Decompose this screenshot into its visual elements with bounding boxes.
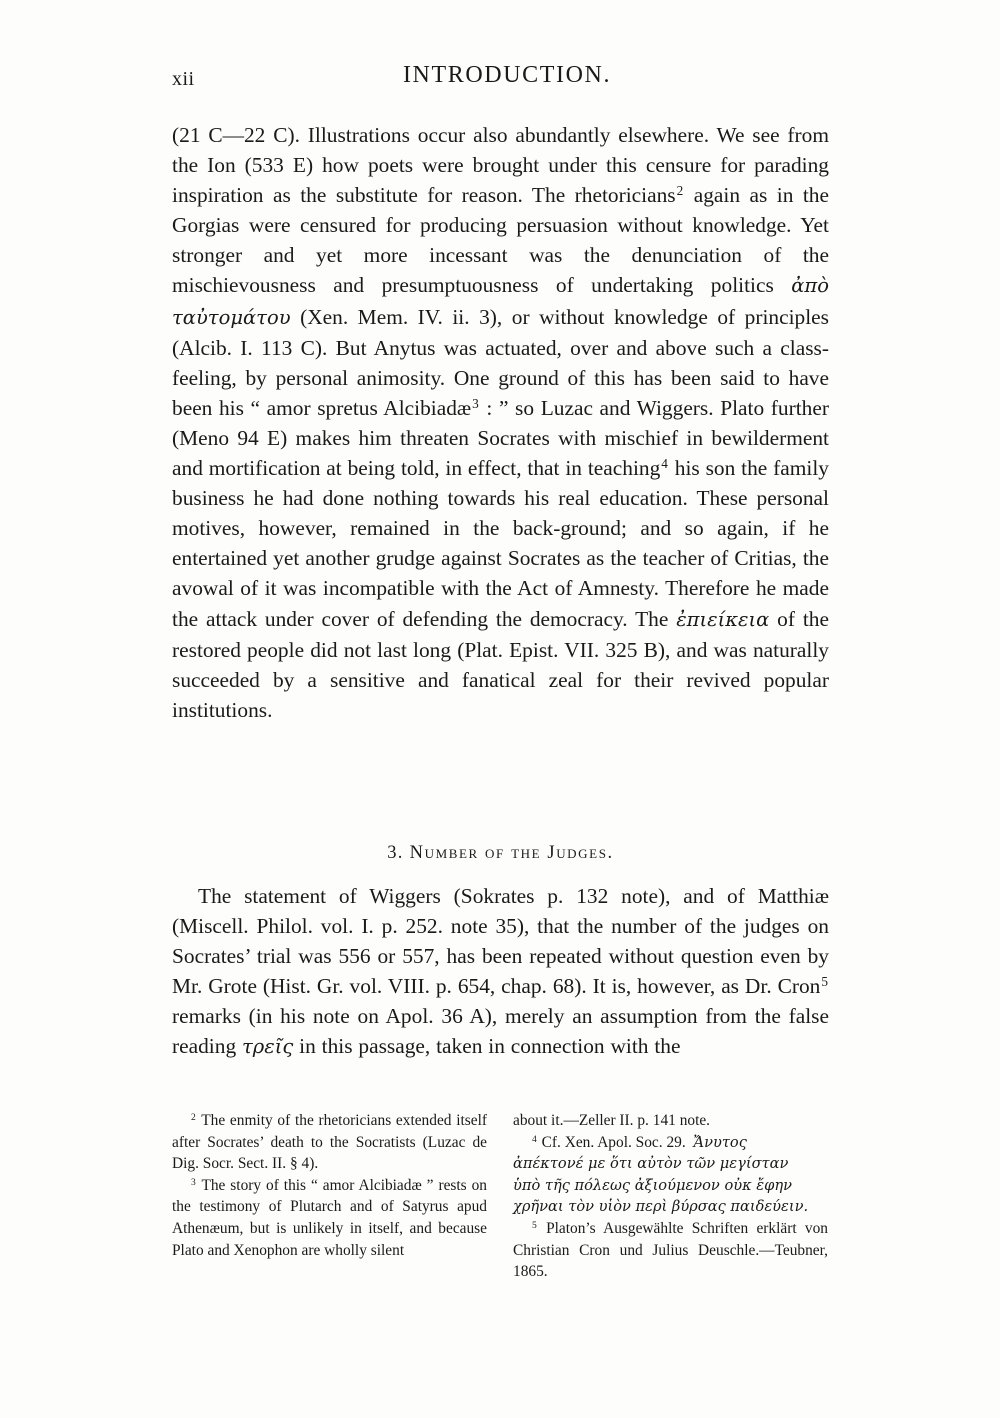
paragraph xyxy=(172,120,829,725)
body-paragraph-second xyxy=(172,881,829,1063)
greek-text: χρῆναι τὸν υἱὸν περὶ βύρσας παιδεύειν. xyxy=(513,1198,809,1216)
footnote-ref-2[interactable]: 2 xyxy=(676,183,684,199)
footnote-marker: 5 xyxy=(532,1220,537,1232)
footnote-text: The enmity of the rhetoricians extended itself after Socrates’ death to the Socratists (Luzac de Dig. Socr. Sect. II. § 4). xyxy=(172,1112,488,1173)
footnote-area xyxy=(172,1110,829,1283)
greek-phrase-treis: τρεῖς xyxy=(242,1035,294,1059)
paragraph-text-b: again as in the Gorgias were censured for producing persuasion without knowledge. Yet stronger and yet more incessant was the denunciation of the mischievousness and presumptuousness of undertaking politics xyxy=(172,183,829,298)
footnote-continuation xyxy=(513,1110,828,1132)
paragraph-text-f: of the restored people did not last long (Plat. Epist. VII. 325 B), and was naturally succeeded by a sensitive and fanatical zeal for their revived popular institutions. xyxy=(172,606,829,722)
paragraph-text-a: (21 C—22 C). Illustrations occur also abundantly elsewhere. We see from the Ion (533 E) how poets were brought under this censure for parading inspiration as the substitute for reason. The rhetoricians xyxy=(172,123,829,208)
running-head xyxy=(172,62,828,96)
paragraph2-text-b: remarks (in his note on Apol. 36 A), merely an assumption from the false reading xyxy=(172,1004,829,1059)
footnote-greek-line xyxy=(513,1196,828,1218)
greek-text: ἀπέκτoνέ με ὅτι αὐτὸν τῶν μεγίσταν xyxy=(513,1155,789,1173)
folio-number: xii xyxy=(172,68,195,90)
paragraph2-text-a: The statement of Wiggers (Sokrates p. 132 note), and of Matthiæ (Miscell. Philol. vol. I. p. 252. note 35), that the number of the judges on Socrates’ trial was 556 or 557, has been repeated without question even by Mr. Grote (Hist. Gr. vol. VIII. p. 654, chap. 68). It is, however, as Dr. Cron xyxy=(172,884,829,999)
section-title: Number of the Judges. xyxy=(409,843,614,863)
paragraph-text-d: : ” so Luzac and Wiggers. Plato further (Meno 94 E) makes him threaten Socrates with mischief in bewilderment and mortification at being told, in effect, that in teaching xyxy=(172,395,829,481)
footnote-text: Cf. Xen. Apol. Soc. 29. xyxy=(541,1133,686,1151)
footnote-marker: 2 xyxy=(191,1112,196,1124)
footnote-marker: 3 xyxy=(191,1176,196,1188)
footnote-ref-4[interactable]: 4 xyxy=(661,456,668,472)
footnote-greek-line xyxy=(513,1175,828,1197)
footnote-item xyxy=(172,1175,487,1261)
greek-phrase-apo-tautomatou: ἀπὸ ταὐτομάτου xyxy=(172,274,829,329)
greek-name-anytos: Ἄνυτος xyxy=(693,1133,747,1151)
section-number: 3. xyxy=(387,843,404,863)
footnote-marker: 4 xyxy=(532,1133,537,1145)
greek-phrase-epieikeia: ἐπιείκεια xyxy=(676,607,770,631)
greek-text: ὑπὸ τῆς πόλεως ἀξιούμενον οὐκ ἔφην xyxy=(513,1176,792,1194)
footnote-text: The story of this “ amor Alcibiadæ ” rests on the testimony of Plutarch and of Satyrus apud Athenæum, but is unlikely in itself, and because Plato and Xenophon are wholly silent xyxy=(172,1176,487,1259)
footnote-column-right xyxy=(513,1110,828,1283)
paragraph-text-c: (Xen. Mem. IV. ii. 3), or without knowledge of principles (Alcib. I. 113 C). But Anytus was actuated, over and above such a class-feeling, by personal animosity. One ground of this has been said to have been his “ amor spretus Alcibiadæ xyxy=(172,304,829,420)
paragraph2-text-c: in this passage, taken in connection with the xyxy=(293,1034,681,1059)
footnote-item xyxy=(513,1218,828,1283)
footnote-greek-line xyxy=(513,1153,828,1175)
footnote-column-left xyxy=(172,1110,487,1283)
footnote-ref-5[interactable]: 5 xyxy=(821,974,828,990)
footnote-ref-3[interactable]: 3 xyxy=(472,395,479,411)
running-title: INTRODUCTION. xyxy=(402,62,612,88)
section-heading xyxy=(172,843,829,864)
footnote-item xyxy=(172,1110,487,1175)
paragraph-text-e: his son the family business he had done nothing towards his real education. These personal motives, however, remained in the back-ground; and so again, if he entertained yet another grudge against Socrates as the teacher of Critias, the avowal of it was incompatible with the Act of Amnesty. Therefore he made the attack under cover of defending the democracy. The xyxy=(172,456,829,631)
footnote-text: about it.—Zeller II. p. 141 note. xyxy=(513,1112,711,1129)
paragraph xyxy=(172,881,829,1063)
footnote-item xyxy=(513,1132,828,1154)
footnote-text: Platon’s Ausgewählte Schriften erklärt von Christian Cron und Julius Deuschle.—Teubner, 1865. xyxy=(513,1219,828,1281)
body-paragraph-first xyxy=(172,120,829,725)
